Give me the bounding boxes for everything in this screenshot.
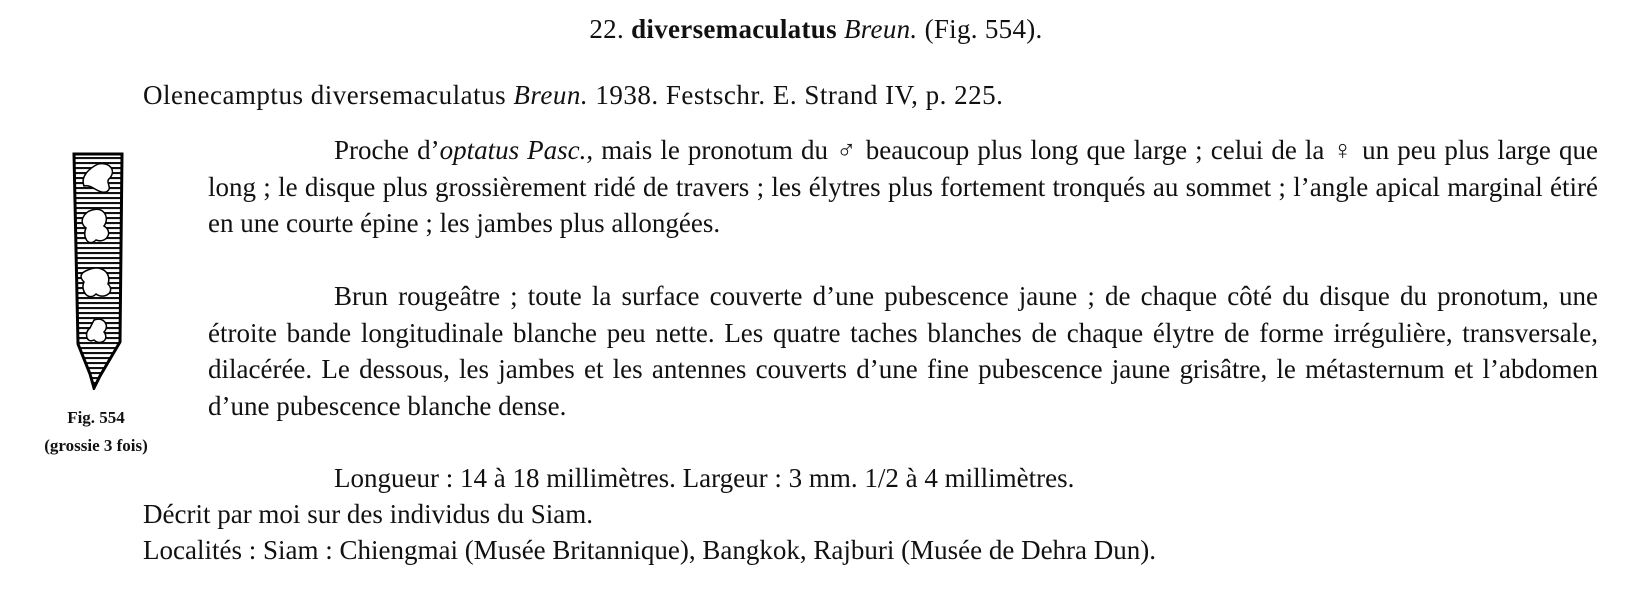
figure-caption: [16, 404, 176, 460]
species-author: Breun.: [843, 14, 918, 44]
species-heading: [0, 14, 1632, 45]
figure-reference: (Fig. 554).: [924, 14, 1043, 44]
paragraph-1-italic: optatus Pasc.: [439, 135, 587, 165]
reference-name: Olenecamptus diversemaculatus: [143, 80, 507, 110]
reference-citation: 1938. Festschr. E. Strand IV, p. 225.: [595, 80, 1004, 110]
described-line: Décrit par moi sur des individus du Siam.: [143, 499, 593, 529]
elytron-figure: [70, 152, 126, 390]
species-number: 22.: [589, 14, 625, 44]
description-paragraph-2: Brun rougeâtre ; toute la surface couverte d’une pubescence jaune ; de chaque côté du disque du pronotum, une étroite bande longitudinale blanche peu nette. Les quatre taches blanches de chaque élytre de forme irrégulière, transversale, dilacérée. Le dessous, les jambes et les antennes couverts d’une fine pubescence jaune grisâtre, le métasternum et l’abdomen d’une pubescence blanche dense.: [208, 281, 1598, 421]
reference-author: Breun.: [513, 80, 589, 110]
figure-label: Fig. 554: [67, 408, 125, 427]
localities-line: Localités : Siam : Chiengmai (Musée Britannique), Bangkok, Rajburi (Musée de Dehra Dun).: [143, 535, 1157, 565]
synonym-reference: [143, 80, 1003, 111]
description-paragraph-1: [208, 132, 1598, 278]
paragraph-1-pre: Proche d’: [334, 135, 440, 165]
paragraph-1-post: , mais le pronotum du ♂ beaucoup plus long que large ; celui de la ♀ un peu plus large que long ; le disque plus grossièrement ridé de travers ; les élytres plus fortement tronqués au sommet ; l’angle apical marginal étiré en une courte épine ; les jambes plus allongées.: [208, 135, 1598, 238]
dimensions-line: Longueur : 14 à 18 millimètres. Largeur : 3 mm. 1/2 à 4 millimètres.: [334, 463, 1075, 493]
figure-note: (grossie 3 fois): [44, 436, 148, 455]
species-name: diversemaculatus: [631, 14, 837, 44]
